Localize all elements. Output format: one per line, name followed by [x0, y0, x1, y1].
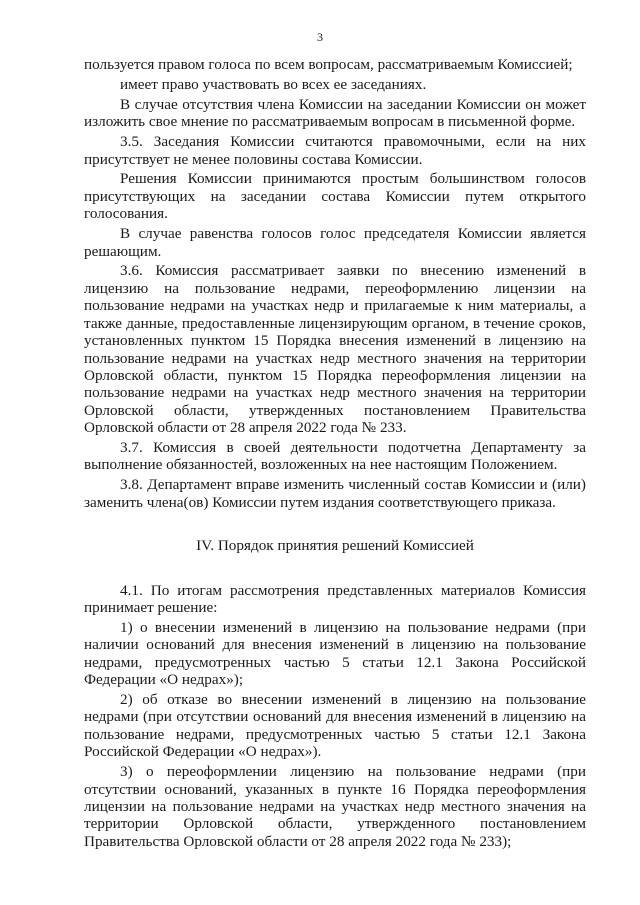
section-heading: IV. Порядок принятия решений Комиссией — [196, 537, 474, 555]
paragraph-3-5-quorum: 3.5. Заседания Комиссии считаются правомочными, если на них присутствует не менее половины состава Комиссии. — [84, 133, 586, 168]
paragraph-3-6-applications: 3.6. Комиссия рассматривает заявки по внесению изменений в лицензию на пользование недрами, переоформлению лицензии на пользование недрами на участках недр и прилагаемые к ним материалы, а также данные, предоставленные лицензирующим органом, в течение сроков, установленных пунктом 15 Порядка внесения изменений в лицензию на пользование недрами на участках недр местного значения на территории Орловской области, пунктом 15 Порядка переоформления лицензии на пользование недрами на участках недр местного значения на территории Орловской области, утвержденных постановлением Правительства Орловской области от 28 апреля 2022 года № 233. — [84, 262, 586, 437]
paragraph-meeting-participation: имеет право участвовать во всех ее заседаниях. — [120, 75, 427, 93]
paragraph-3-8-composition: 3.8. Департамент вправе изменить численный состав Комиссии и (или) заменить члена(ов) Комиссии путем издания соответствующего приказа. — [84, 476, 586, 511]
document-body — [84, 56, 586, 853]
list-item-decision-1: 1) о внесении изменений в лицензию на пользование недрами (при наличии оснований для внесения изменений в лицензию на пользование недрами, предусмотренных частью 5 статьи 12.1 Закона Российской Федерации «О недрах»); — [84, 618, 586, 689]
paragraph-4-1-decision: 4.1. По итогам рассмотрения представленных материалов Комиссия принимает решение: — [84, 581, 586, 616]
paragraph-tie-vote: В случае равенства голосов голос председателя Комиссии является решающим. — [84, 225, 586, 260]
list-item-decision-3: 3) о переоформлении лицензию на пользование недрами (при отсутствии оснований, указанных в пункте 16 Порядка переоформления лицензии на пользование недрами на участках недр местного значения на территории Орловской области, утвержденного постановлением Правительства Орловской области от 28 апреля 2022 года № 233); — [84, 763, 586, 850]
paragraph-written-opinion: В случае отсутствия члена Комиссии на заседании Комиссии он может изложить свое мнение по рассматриваемым вопросам в письменной форме. — [84, 95, 586, 131]
page-number: 3 — [317, 30, 323, 44]
paragraph-3-7-accountability: 3.7. Комиссия в своей деятельности подотчетна Департаменту за выполнение обязанностей, возложенных на нее настоящим Положением. — [84, 439, 586, 474]
paragraph-voting-rights: пользуется правом голоса по всем вопросам, рассматриваемым Комиссией; — [84, 56, 573, 73]
paragraph-majority-vote: Решения Комиссии принимаются простым большинством голосов присутствующих на заседании состава Комиссии путем открытого голосования. — [84, 170, 586, 223]
list-item-decision-2: 2) об отказе во внесении изменений в лицензию на пользование недрами (при отсутствии оснований для внесения изменений в лицензию на пользование недрами, предусмотренных частью 5 статьи 12.1 Закона Российской Федерации «О недрах»). — [84, 691, 586, 761]
